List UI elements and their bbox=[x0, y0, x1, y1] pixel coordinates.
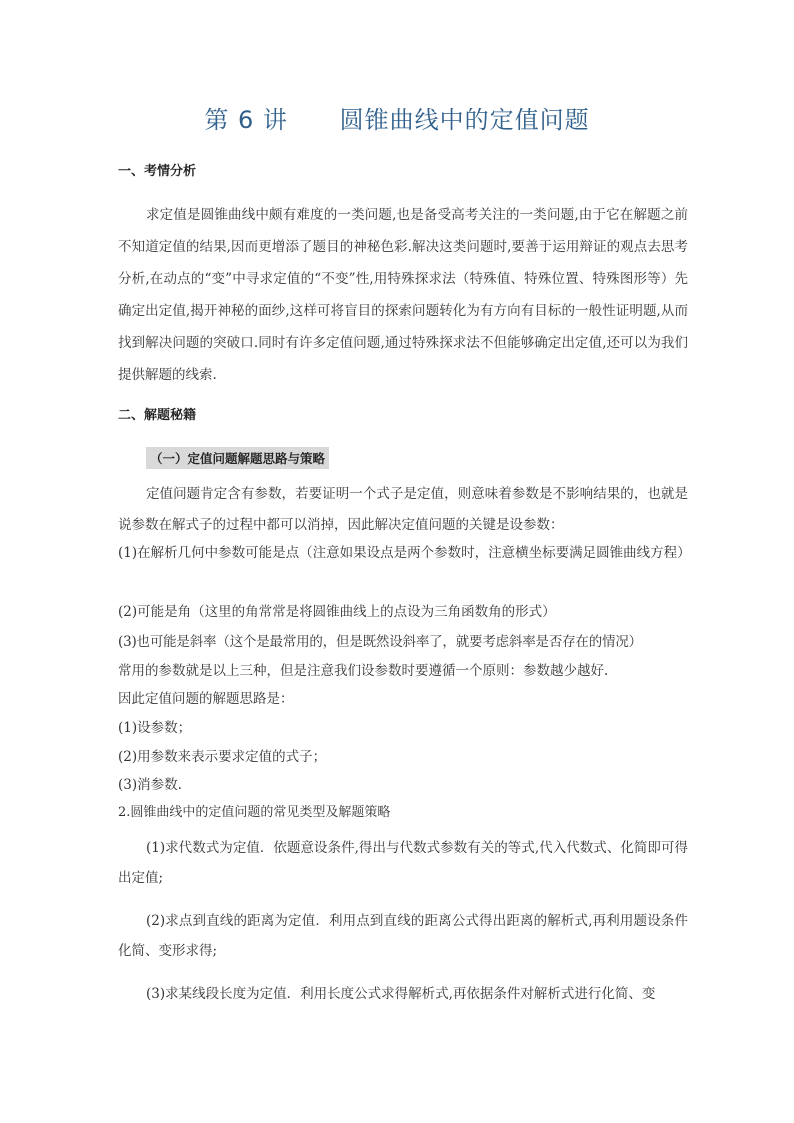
parameter-angle-line: (2)可能是角（这里的角常常是将圆锥曲线上的点设为三角函数角的形式） bbox=[118, 604, 556, 620]
analysis-paragraph: 求定值是圆锥曲线中颇有难度的一类问题,也是备受高考关注的一类问题,由于它在解题之前不知道定值的结果,因而更增添了题目的神秘色彩.解决这类问题时,要善于运用辩证的观点去思考分析,在动点的“变”中寻求定值的“不变”性,用特殊探求法（特殊值、特殊位置、特殊图形等）先确定出定值,揭开神秘的面纱,这样可将盲目的探索问题转化为有方向有目标的一般性证明题,从而找到解决问题的突破口.同时有许多定值问题,通过特殊探求法不但能够确定出定值,还可以为我们提供解题的线索. bbox=[118, 207, 688, 383]
type-item: (3)求某线段长度为定值．利用长度公式求得解析式,再依据条件对解析式进行化简、变 bbox=[146, 986, 656, 1002]
type-item: (2)求点到直线的距离为定值．利用点到直线的距离公式得出距离的解析式,再利用题设条件化简、变形求得; bbox=[118, 913, 688, 959]
parameter-slope-line: (3)也可能是斜率（这个是最常用的，但是既然设斜率了，就要考虑斜率是否存在的情况） bbox=[118, 634, 642, 650]
section-heading-analysis: 一、考情分析 bbox=[118, 164, 197, 179]
step-item: (3)消参数. bbox=[118, 777, 182, 793]
document-title: 第 6 讲 圆锥曲线中的定值问题 bbox=[204, 106, 590, 134]
parameter-summary-line: 常用的参数就是以上三种，但是注意我们设参数时要遵循一个原则：参数越少越好. bbox=[118, 663, 609, 679]
highlighted-subheading: （一）定值问题解题思路与策略 bbox=[146, 447, 329, 469]
step-item: (2)用参数来表示要求定值的式子； bbox=[118, 749, 327, 765]
section-heading-secrets: 二、解题秘籍 bbox=[118, 408, 197, 423]
parameter-point-paragraph: (1)在解析几何中参数可能是点（注意如果设点是两个参数时，注意横坐标要满足圆锥曲线方程） bbox=[118, 545, 691, 561]
types-heading: 2.圆锥曲线中的定值问题的常见类型及解题策略 bbox=[118, 805, 391, 820]
type-item: (1)求代数式为定值．依题意设条件,得出与代数式参数有关的等式,代入代数式、化简即可得出定值; bbox=[118, 840, 688, 886]
intro-paragraph: 定值问题肯定含有参数，若要证明一个式子是定值，则意味着参数是不影响结果的，也就是说参数在解式子的过程中都可以消掉，因此解决定值问题的关键是设参数： bbox=[118, 486, 688, 533]
step-item: (1)设参数； bbox=[118, 720, 192, 736]
approach-line: 因此定值问题的解题思路是： bbox=[118, 691, 294, 707]
